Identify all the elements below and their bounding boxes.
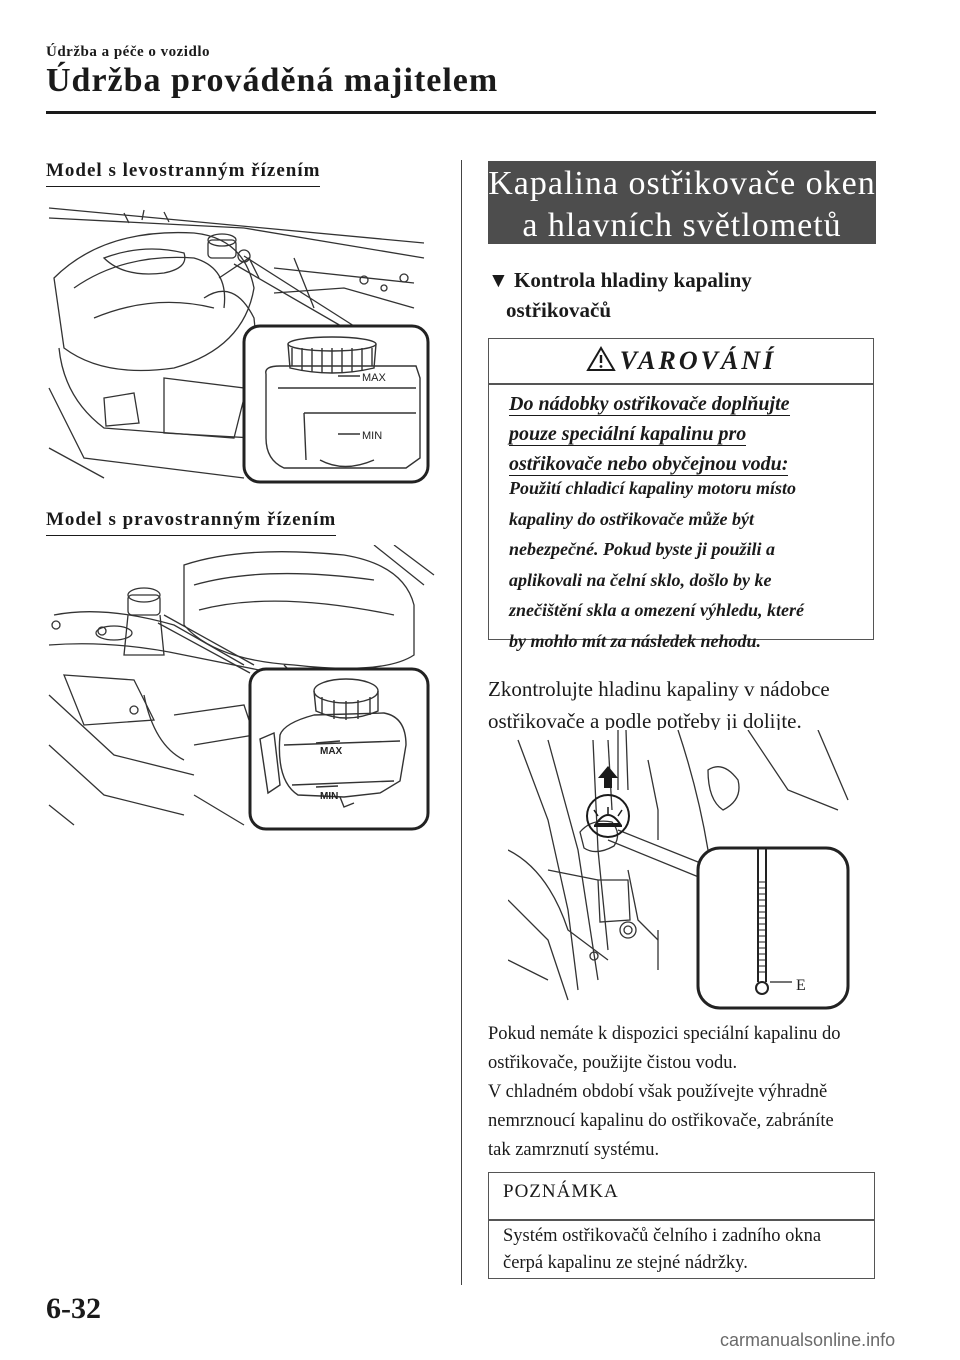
paragraph-line: tak zamrznutí systému. (488, 1140, 660, 1160)
warning-body-line: nebezpečné. Pokud byste ji použili a (509, 539, 775, 559)
washer-reservoir-illustration (508, 730, 858, 1012)
subheading-line-2: ostřikovačů (506, 298, 611, 322)
warning-body-line: Použití chladicí kapaliny motoru místo (509, 478, 797, 498)
paragraph-line: Pokud nemáte k dispozici speciální kapalinu do (488, 1024, 841, 1044)
triangle-down-icon: ▼ (488, 268, 509, 292)
subheading (488, 265, 752, 325)
warning-body-line: aplikovali na čelní sklo, došlo by ke (509, 569, 772, 590)
rhd-engine-illustration (44, 545, 436, 835)
note-body (503, 1223, 863, 1277)
warning-body-text (509, 473, 859, 656)
note-title: POZNÁMKA (503, 1181, 619, 1202)
subheading-line-1: Kontrola hladiny kapaliny (514, 268, 752, 292)
note-line: Systém ostřikovačů čelního i zadního okna (503, 1226, 822, 1246)
warning-bold-line: ostřikovače nebo obyčejnou vodu: (509, 453, 789, 475)
rhd-max-label: MAX (320, 746, 343, 757)
lhd-min-label: MIN (362, 430, 383, 442)
paragraph-line: Zkontrolujte hladinu kapaliny v nádobce (488, 677, 830, 701)
page-number: 6-32 (46, 1292, 101, 1325)
warning-rule (489, 383, 873, 385)
paragraph-line: V chladném období však používejte výhradně (488, 1082, 828, 1102)
note-line: čerpá kapalinu ze stejné nádržky. (503, 1253, 748, 1273)
paragraph-line: ostřikovače a podle potřeby ji dolijte. (488, 709, 802, 733)
warning-body-line: znečištění skla a omezení výhledu, které (509, 600, 804, 620)
paragraph-line: nemrznoucí kapalinu do ostřikovače, zabráníte (488, 1111, 834, 1131)
lhd-model-heading: Model s levostranným řízením (46, 160, 320, 187)
warning-box (488, 338, 874, 651)
paragraph-line: ostřikovače, použijte čistou vodu. (488, 1053, 738, 1073)
warning-bold-line: Do nádobky ostřikovače doplňujte (509, 393, 790, 415)
section-banner (488, 161, 876, 244)
check-paragraph (488, 673, 830, 737)
column-divider (461, 160, 462, 1285)
warning-triangle-icon (586, 346, 616, 372)
warning-bold-line: pouze speciální kapalinu pro (509, 423, 747, 445)
title-rule (46, 111, 876, 114)
page-title: Údržba prováděná majitelem (46, 62, 499, 99)
section-label: Údržba a péče o vozidlo (46, 44, 210, 60)
note-rule (489, 1219, 874, 1221)
watermark: carmanualsonline.info (720, 1330, 896, 1350)
banner-line-2: a hlavních světlometů (522, 207, 842, 244)
warning-body-line: by mohlo mít za následek nehodu. (509, 630, 762, 651)
warning-header (489, 339, 873, 383)
antifreeze-paragraph (488, 1020, 840, 1165)
warning-bold-text (509, 389, 859, 479)
warning-body-line: kapaliny do ostřikovače může být (509, 508, 754, 529)
dipstick-label-e: E (796, 977, 806, 994)
note-box (488, 1172, 875, 1279)
lhd-max-label: MAX (362, 372, 386, 384)
lhd-engine-illustration (44, 198, 436, 488)
banner-line-1: Kapalina ostřikovače oken (488, 165, 876, 202)
rhd-min-label: MIN (320, 791, 339, 802)
warning-title: VAROVÁNÍ (619, 346, 777, 375)
arrow-up-icon (598, 766, 618, 788)
rhd-model-heading: Model s pravostranným řízením (46, 509, 336, 536)
